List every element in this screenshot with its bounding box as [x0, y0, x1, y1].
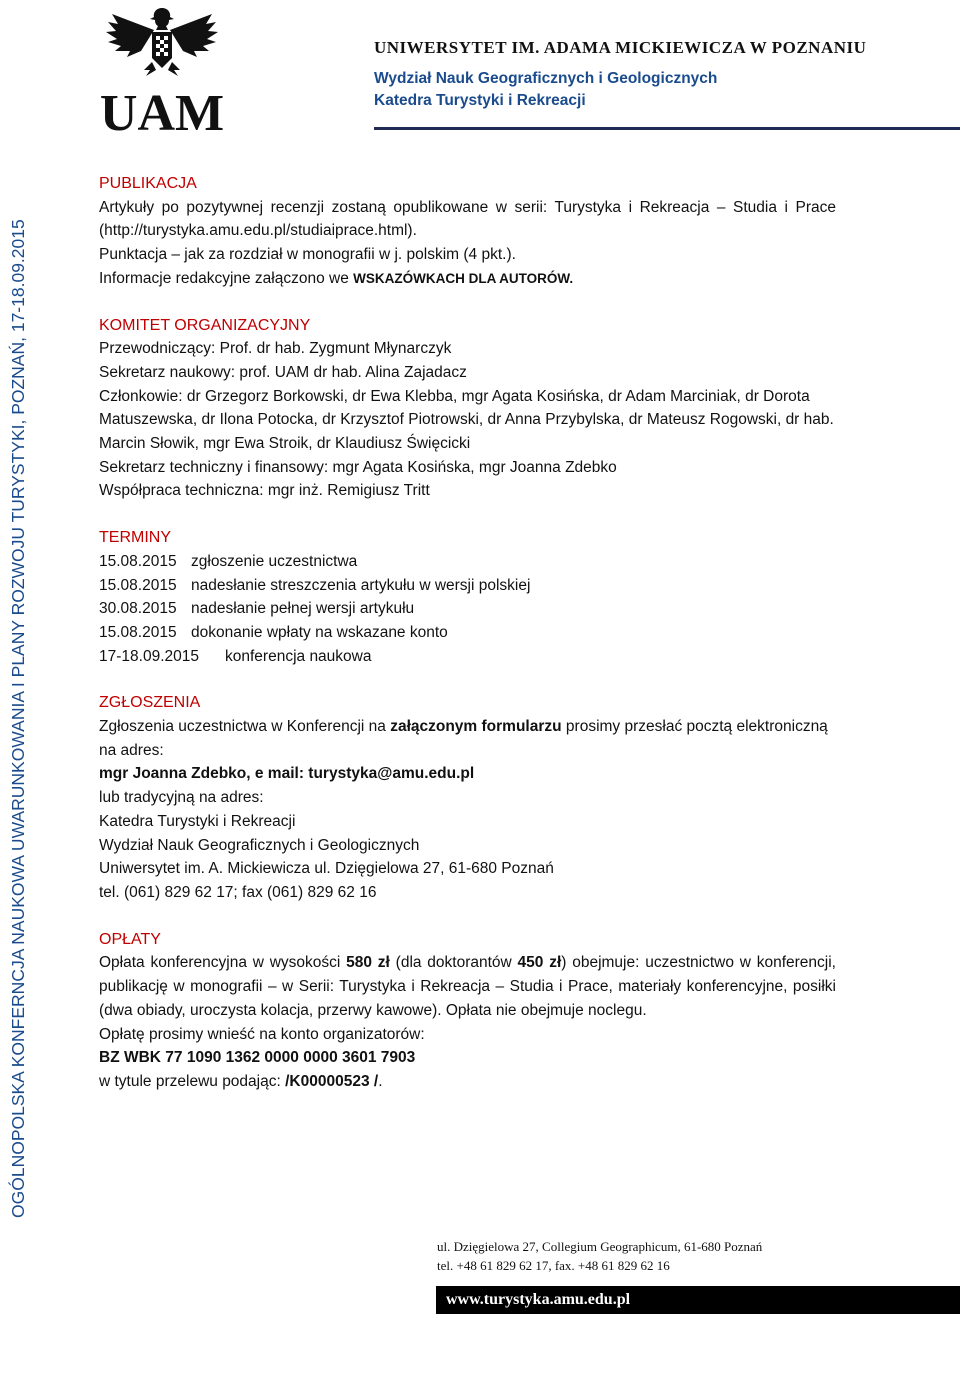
- publikacja-line1: Artykuły po pozytywnej recenzji zostaną opublikowane w serii: Turystyka i Rekreacja – Studia i Prace (http://turystyka.amu.edu.pl/studiaiprace.html).: [99, 198, 836, 240]
- bank-account: BZ WBK 77 1090 1362 0000 0000 3601 7903: [99, 1049, 416, 1067]
- publikacja-line2: Punktacja – jak za rozdział w monografii w j. polskim (4 pkt.).: [99, 246, 516, 264]
- uam-logo: [96, 4, 228, 134]
- komitet-tech-secretary: Sekretarz techniczny i finansowy: mgr Agata Kosińska, mgr Joanna Zdebko: [99, 458, 617, 476]
- zgloszenia-text: Zgłoszenia uczestnictwa w Konferencji na załączonym formularzu prosimy przesłać pocztą elektroniczną na adres:: [99, 718, 828, 759]
- address-line: Wydział Nauk Geograficznych i Geologicznych: [99, 836, 420, 854]
- department-name: Katedra Turystyki i Rekreacji: [374, 92, 586, 109]
- term-row: 15.08.2015 nadesłanie streszczenia artykułu w wersji polskiej: [99, 576, 531, 594]
- section-heading-publikacja: PUBLIKACJA: [99, 175, 197, 192]
- term-row: 15.08.2015 dokonanie wpłaty na wskazane konto: [99, 623, 448, 641]
- zgloszenia-contact: mgr Joanna Zdebko, e mail: turystyka@amu.edu.pl: [99, 765, 475, 783]
- address-line: Katedra Turystyki i Rekreacji: [99, 812, 296, 830]
- footer-website[interactable]: www.turystyka.amu.edu.pl: [436, 1286, 960, 1314]
- university-header: [374, 38, 954, 112]
- address-line: tel. (061) 829 62 17; fax (061) 829 62 16: [99, 883, 377, 901]
- oplaty-text: Opłata konferencyjna w wysokości 580 zł (dla doktorantów 450 zł) obejmuje: uczestnictwo w konferencji, publikację w monografii – w Serii: Turystyka i Rekreacja – Studia i Prace, materiały konferencyjne, posiłki (dwa obiady, uroczysta kolacja, przerwy kawowe). Opłata nie obejmuje noclegu.: [99, 954, 836, 1019]
- faculty-name: Wydział Nauk Geograficznych i Geologicznych: [374, 70, 718, 87]
- section-heading-terminy: TERMINY: [99, 529, 171, 547]
- side-conference-title: OGÓLNOPOLSKA KONFERNCJA NAUKOWA UWARUNKOWANIA I PLANY ROZWOJU TURYSTYKI, POZNAŃ, 17-18.09.2015: [8, 219, 28, 1218]
- zgloszenia-postal-intro: lub tradycyjną na adres:: [99, 789, 264, 807]
- footer-line1: ul. Dzięgielowa 27, Collegium Geographicum, 61-680 Poznań: [437, 1239, 763, 1254]
- footer-address: [437, 1237, 762, 1275]
- term-row: 30.08.2015 nadesłanie pełnej wersji artykułu: [99, 600, 415, 618]
- university-name: UNIWERSYTET IM. ADAMA MICKIEWICZA W POZNANIU: [374, 38, 867, 57]
- form-link[interactable]: załączonym formularzu: [390, 718, 562, 736]
- komitet-members: Członkowie: dr Grzegorz Borkowski, dr Ewa Klebba, mgr Agata Kosińska, dr Adam Marciniak, dr Dorota Matuszewska, dr Ilona Potocka, dr Krzysztof Piotrowski, dr Anna Przybylska, dr Mateusz Rogowski, dr hab. Marcin Słowik, mgr Ewa Stroik, dr Klaudiusz Święcicki: [99, 387, 834, 453]
- term-row: 15.08.2015 zgłoszenie uczestnictwa: [99, 552, 358, 570]
- section-heading-zgloszenia: ZGŁOSZENIA: [99, 694, 201, 712]
- komitet-tech-coop: Współpraca techniczna: mgr inż. Remigiusz Tritt: [99, 482, 430, 500]
- main-content: [99, 172, 836, 1094]
- publikacja-line3: Informacje redakcyjne załączono we WSKAZÓWKACH DLA AUTORÓW.: [99, 269, 574, 287]
- komitet-chair: Przewodniczący: Prof. dr hab. Zygmunt Młynarczyk: [99, 340, 452, 358]
- transfer-title: w tytule przelewu podając: /K00000523 /.: [99, 1072, 383, 1090]
- term-row: 17-18.09.2015 konferencja naukowa: [99, 647, 372, 665]
- logo-text: UAM: [99, 85, 225, 134]
- oplaty-account-intro: Opłatę prosimy wnieść na konto organizatorów:: [99, 1025, 425, 1043]
- header-divider: [374, 127, 960, 130]
- section-heading-oplaty: OPŁATY: [99, 930, 161, 948]
- komitet-secretary: Sekretarz naukowy: prof. UAM dr hab. Alina Zajadacz: [99, 363, 467, 381]
- address-line: Uniwersytet im. A. Mickiewicza ul. Dzięgielowa 27, 61-680 Poznań: [99, 860, 554, 878]
- section-heading-komitet: KOMITET ORGANIZACYJNY: [99, 316, 311, 334]
- footer-line2: tel. +48 61 829 62 17, fax. +48 61 829 62 16: [437, 1258, 670, 1273]
